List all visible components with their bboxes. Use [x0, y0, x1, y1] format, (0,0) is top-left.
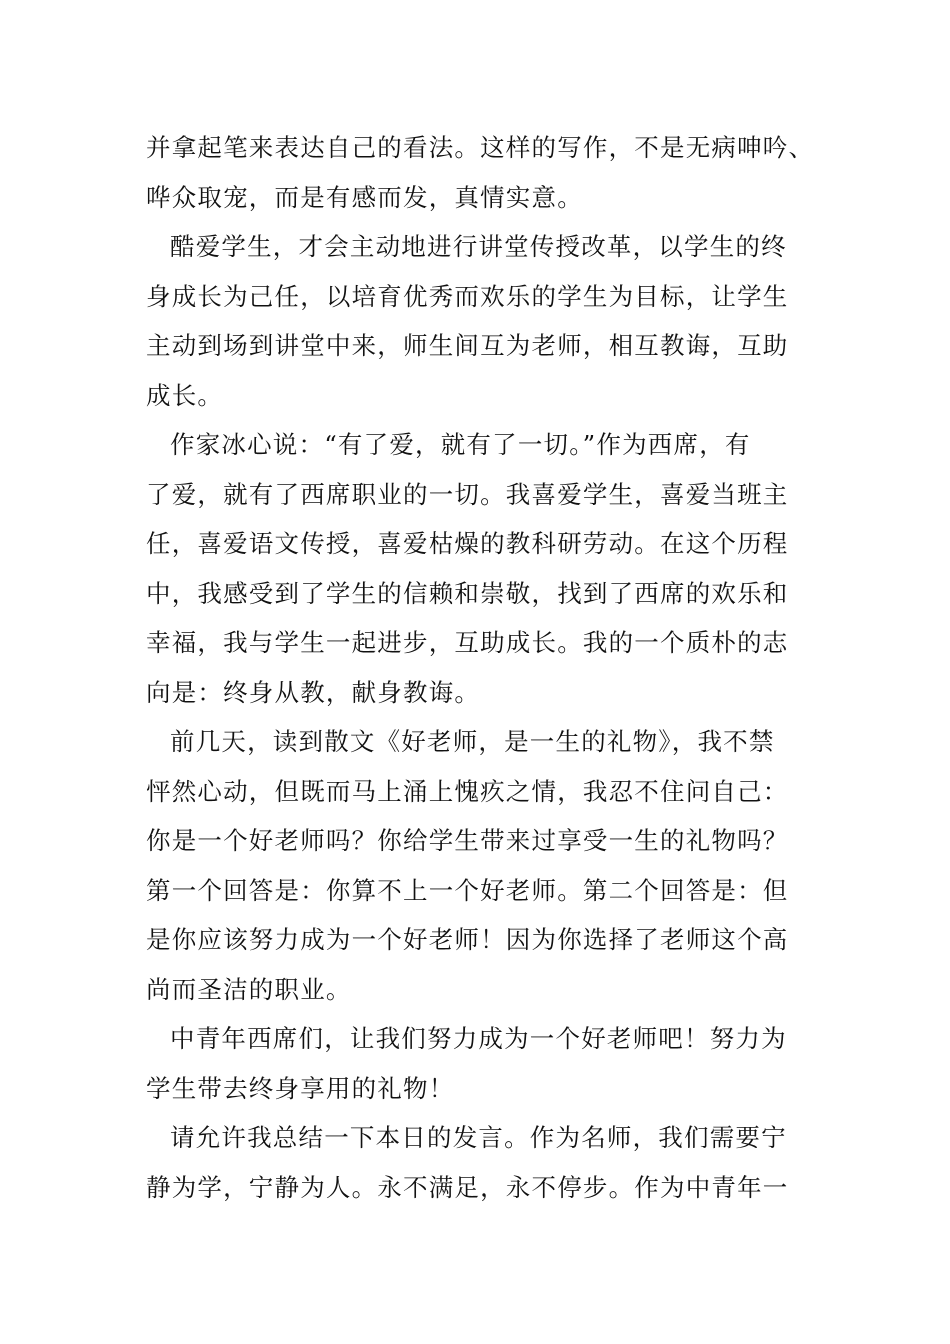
text-line: 你是一个好老师吗？你给学生带来过享受一生的礼物吗？ [146, 826, 789, 855]
text-line: 任，喜爱语文传授，喜爱枯燥的教科研劳动。在这个历程 [146, 529, 789, 558]
text-line: 并拿起笔来表达自己的看法。这样的写作，不是无病呻吟、 [146, 133, 815, 162]
text-line: 向是：终身从教，献身教诲。 [146, 677, 481, 707]
text-line: 静为学，宁静为人。永不满足，永不停步。作为中青年一 [146, 1172, 789, 1202]
text-line: 是你应该努力成为一个好老师！因为你选择了老师这个高 [146, 925, 789, 954]
text-line: 了爱，就有了西席职业的一切。我喜爱学生，喜爱当班主 [146, 479, 789, 509]
paragraph-2 [146, 222, 796, 420]
paragraph-4 [146, 717, 796, 1014]
paragraph-1 [146, 123, 815, 222]
text-line: 请允许我总结一下本日的发言。作为名师，我们需要宁 [170, 1123, 787, 1152]
text-line: 作家冰心说：“有了爱，就有了一切。”作为西席，有 [170, 430, 751, 459]
text-line: 哗众取宠，而是有感而发，真情实意。 [146, 182, 583, 212]
text-line: 学生带去终身享用的礼物！ [146, 1073, 455, 1103]
paragraph-3 [146, 420, 796, 717]
document-body [146, 123, 815, 1212]
text-line: 前几天，读到散文《好老师，是一生的礼物》，我不禁 [170, 727, 775, 756]
text-line: 尚而圣洁的职业。 [146, 974, 352, 1004]
text-line: 酷爱学生，才会主动地进行讲堂传授改革，以学生的终 [170, 232, 787, 261]
text-line: 怦然心动，但既而马上涌上愧疚之情，我忍不住问自己： [146, 776, 789, 806]
paragraph-6 [146, 1113, 796, 1212]
text-line: 中青年西席们，让我们努力成为一个好老师吧！努力为 [170, 1024, 787, 1053]
paragraph-5 [146, 1014, 796, 1113]
text-line: 第一个回答是：你算不上一个好老师。第二个回答是：但 [146, 875, 789, 905]
text-line: 成长。 [146, 380, 224, 410]
text-line: 主动到场到讲堂中来，师生间互为老师，相互教诲，互助 [146, 331, 789, 360]
text-line: 身成长为己任，以培育优秀而欢乐的学生为目标，让学生 [146, 281, 789, 311]
text-line: 幸福，我与学生一起进步，互助成长。我的一个质朴的志 [146, 628, 789, 657]
text-line: 中，我感受到了学生的信赖和崇敬，找到了西席的欢乐和 [146, 578, 789, 608]
